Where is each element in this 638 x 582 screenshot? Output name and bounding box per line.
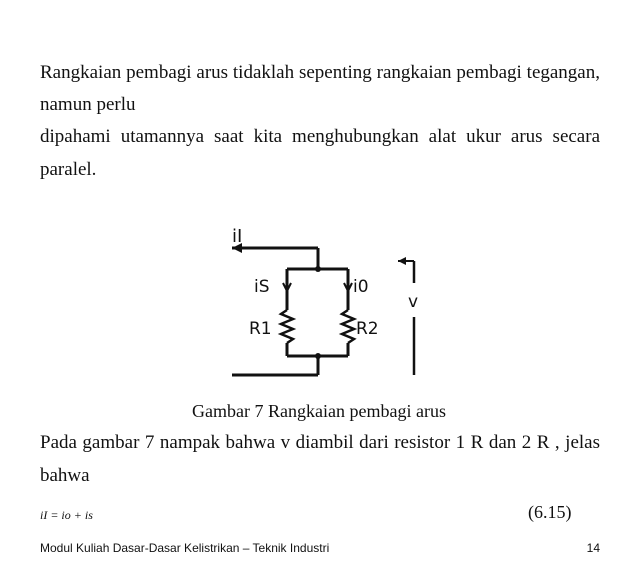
r1-resistor — [281, 310, 293, 343]
r2-resistor — [342, 310, 354, 343]
r1-label: R1 — [249, 319, 272, 339]
paragraph1-line3: dipahami utamannya saat kita menghubungkan alat ukur arus secara — [40, 126, 600, 147]
paragraph2-line2: bahwa — [40, 465, 90, 486]
is-label: iS — [254, 277, 270, 297]
paragraph2-line1: Pada gambar 7 nampak bahwa v diambil dari resistor 1 R dan 2 R , jelas — [40, 432, 600, 453]
figure-caption: Gambar 7 Rangkaian pembagi arus — [192, 401, 446, 421]
circuit-diagram — [0, 225, 638, 385]
paragraph1-line1: Rangkaian pembagi arus tidaklah sepenting rangkaian pembagi tegangan, — [40, 62, 600, 83]
equation-number: (6.15) — [528, 502, 572, 522]
i-in-label: iI — [232, 226, 243, 247]
io-label: i0 — [353, 277, 369, 297]
page-number: 14 — [586, 541, 600, 555]
paragraph1-line4: paralel. — [40, 159, 97, 180]
footer-title: Modul Kuliah Dasar-Dasar Kelistrikan – Teknik Industri — [40, 541, 330, 555]
v-label: v — [408, 292, 419, 312]
voltage-arrow — [398, 257, 406, 265]
equation-expression: iI = io + is — [40, 508, 93, 522]
junction-top — [315, 266, 321, 272]
r2-label: R2 — [356, 319, 379, 339]
paragraph1-line2: namun perlu — [40, 94, 136, 115]
